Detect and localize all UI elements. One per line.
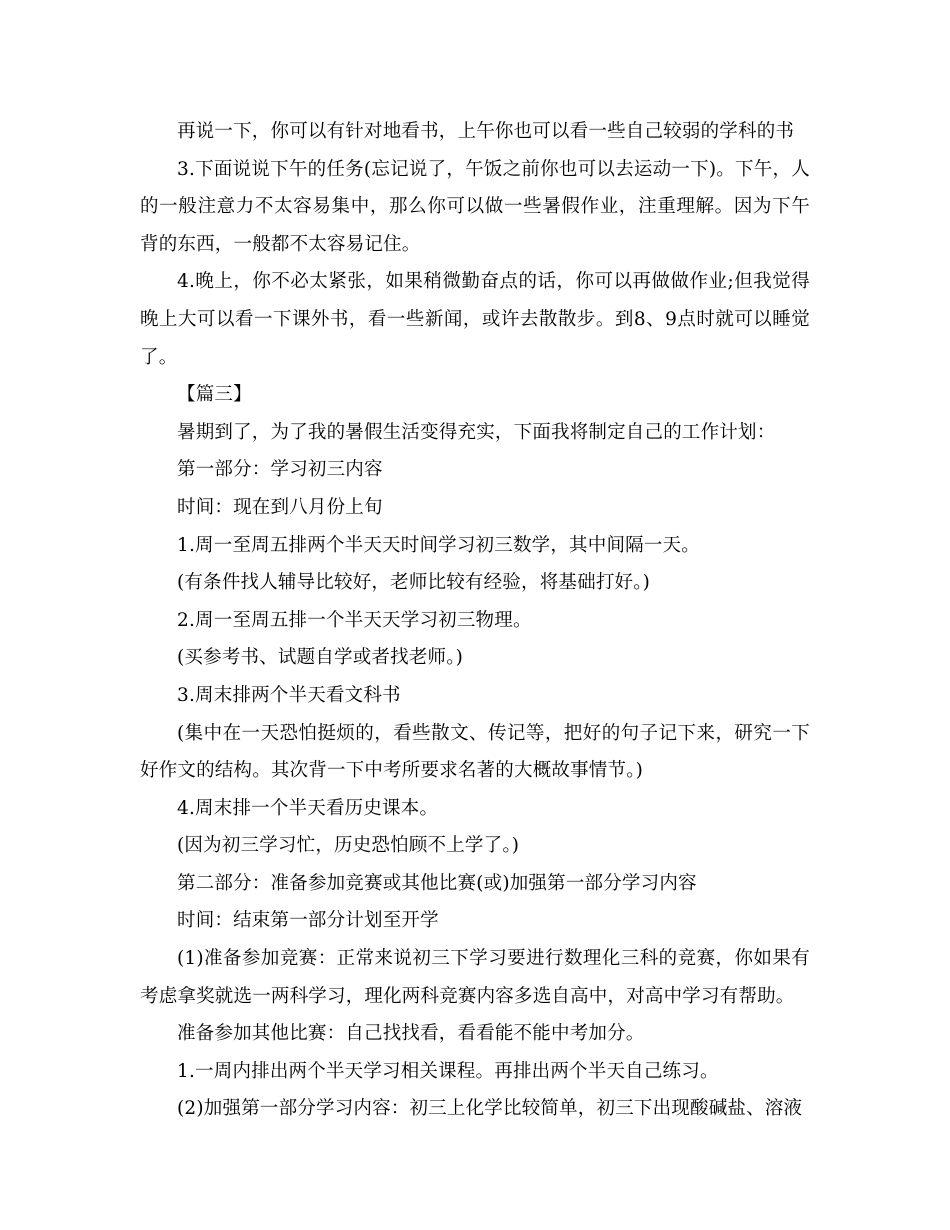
- part-two-time: 时间：结束第一部分计划至开学: [177, 910, 439, 932]
- list-item-history: 4.周末排一个半天看历史课本。: [177, 797, 439, 819]
- note-physics: (买参考书、试题自学或者找老师。): [177, 647, 464, 669]
- paragraph-afternoon-task: 3.下面说说下午的任务(忘记说了，午饭之前你也可以去运动一下)。下午，人的一般注意力不太容易集中，那么你可以做一些暑假作业，注重理解。因为下午背的东西，一般都不太容易记住。: [140, 158, 810, 255]
- note-liberal-arts: (集中在一天恐怕挺烦的，看些散文、传记等，把好的句子记下来，研究一下好作文的结构。其次背一下中考所要求名著的大概故事情节。): [140, 722, 810, 782]
- section-heading-part-three: 【篇三】: [177, 384, 252, 406]
- list-item-physics: 2.周一至周五排一个半天天学习初三物理。: [177, 609, 532, 631]
- paragraph-evening: 4.晚上，你不必太紧张，如果稍微勤奋点的话，你可以再做做作业;但我觉得晚上大可以看一下课外书，看一些新闻，或许去散散步。到8、9点时就可以睡觉了。: [140, 271, 810, 368]
- paragraph-summer-plan-intro: 暑期到了，为了我的暑假生活变得充实，下面我将制定自己的工作计划：: [177, 421, 776, 443]
- paragraph-strengthen-part-one: (2)加强第一部分学习内容：初三上化学比较简单，初三下出现酸碱盐、溶液: [177, 1098, 803, 1120]
- note-math: (有条件找人辅导比较好，老师比较有经验，将基础打好。): [177, 572, 651, 594]
- note-history: (因为初三学习忙，历史恐怕顾不上学了。): [177, 835, 520, 857]
- list-item-liberal-arts: 3.周末排两个半天看文科书: [177, 684, 401, 706]
- paragraph-other-contests: 准备参加其他比赛：自己找找看，看看能不能中考加分。: [177, 1023, 645, 1045]
- part-one-heading: 第一部分：学习初三内容: [177, 459, 383, 481]
- part-two-heading: 第二部分：准备参加竞赛或其他比赛(或)加强第一部分学习内容: [177, 872, 697, 894]
- list-item-weekly-courses: 1.一周内排出两个半天学习相关课程。再排出两个半天自己练习。: [177, 1060, 719, 1082]
- part-one-time: 时间：现在到八月份上旬: [177, 496, 383, 518]
- document-body: [140, 113, 810, 1128]
- paragraph-intro-continued: 再说一下，你可以有针对地看书，上午你也可以看一些自己较弱的学科的书: [177, 121, 795, 142]
- list-item-math: 1.周一至周五排两个半天天时间学习初三数学，其中间隔一天。: [177, 534, 700, 556]
- paragraph-competition: (1)准备参加竞赛：正常来说初三下学习要进行数理化三科的竞赛，你如果有考虑拿奖就选一两科学习，理化两科竞赛内容多选自高中，对高中学习有帮助。: [140, 948, 810, 1007]
